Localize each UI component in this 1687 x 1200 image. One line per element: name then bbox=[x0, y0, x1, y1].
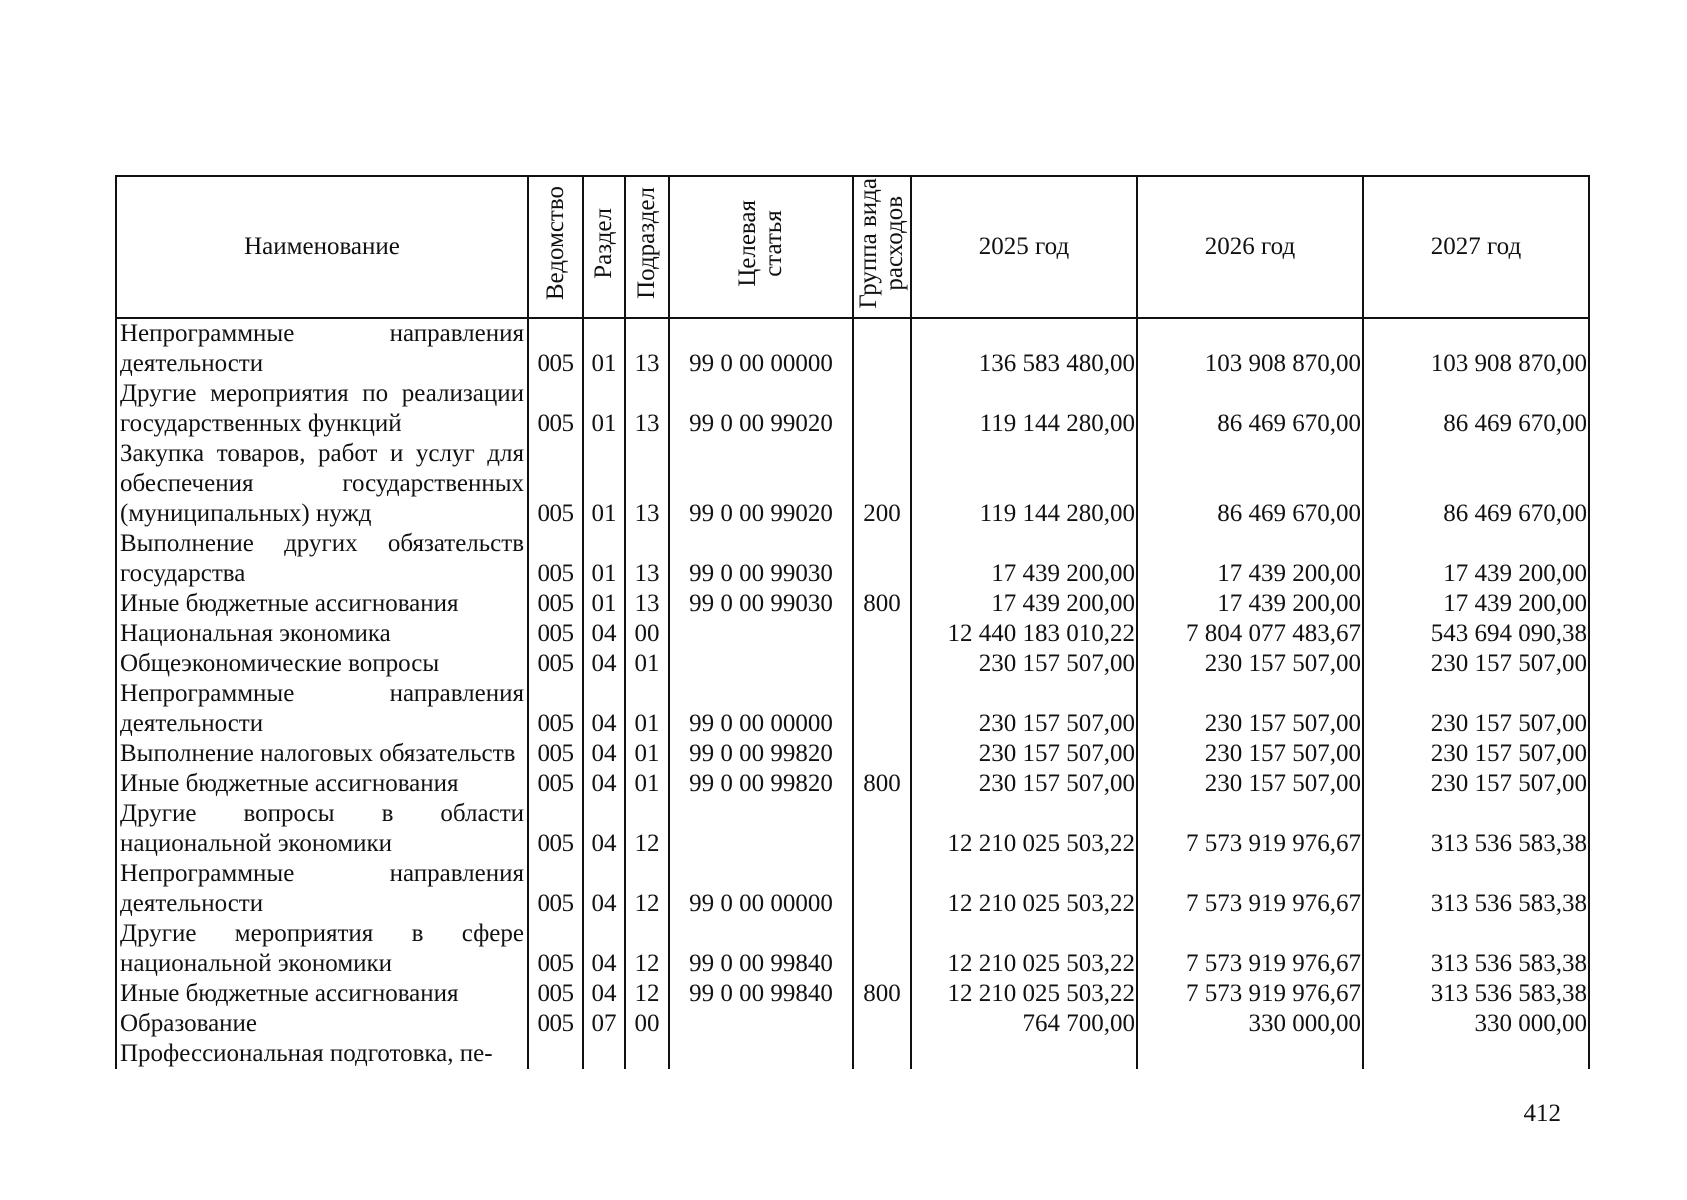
row-department: 005 bbox=[528, 769, 583, 799]
row-value-2025: 119 144 280,00 bbox=[911, 439, 1137, 529]
row-value-2026 bbox=[1137, 1039, 1363, 1069]
row-value-2026: 7 573 919 976,67 bbox=[1137, 919, 1363, 979]
row-section: 04 bbox=[583, 679, 625, 739]
row-value-2026: 86 469 670,00 bbox=[1137, 379, 1363, 439]
row-expense-group bbox=[853, 529, 911, 589]
row-subsection: 13 bbox=[625, 589, 669, 619]
row-name: Иные бюджетные ассигнования bbox=[116, 589, 528, 619]
row-name: Другие вопросы в области национальной экономики bbox=[116, 799, 528, 859]
row-subsection: 13 bbox=[625, 318, 669, 379]
row-subsection: 13 bbox=[625, 439, 669, 529]
table-row bbox=[116, 799, 1589, 859]
row-department: 005 bbox=[528, 1009, 583, 1039]
row-target-article: 99 0 00 99030 bbox=[669, 589, 853, 619]
row-name: Общеэкономические вопросы bbox=[116, 649, 528, 679]
row-section: 01 bbox=[583, 529, 625, 589]
row-expense-group bbox=[853, 859, 911, 919]
table-row bbox=[116, 589, 1589, 619]
row-name: Образование bbox=[116, 1009, 528, 1039]
row-value-2025: 12 210 025 503,22 bbox=[911, 799, 1137, 859]
row-value-2025: 12 210 025 503,22 bbox=[911, 979, 1137, 1009]
row-value-2027: 313 536 583,38 bbox=[1363, 979, 1589, 1009]
table-row bbox=[116, 649, 1589, 679]
row-value-2027: 313 536 583,38 bbox=[1363, 859, 1589, 919]
table-body bbox=[116, 318, 1589, 1069]
row-section: 04 bbox=[583, 619, 625, 649]
row-value-2025: 119 144 280,00 bbox=[911, 379, 1137, 439]
row-value-2027: 313 536 583,38 bbox=[1363, 919, 1589, 979]
row-subsection: 12 bbox=[625, 859, 669, 919]
row-expense-group bbox=[853, 919, 911, 979]
row-target-article: 99 0 00 99020 bbox=[669, 379, 853, 439]
row-name: Выполнение налоговых обязательств bbox=[116, 739, 528, 769]
row-value-2027: 230 157 507,00 bbox=[1363, 649, 1589, 679]
table-row bbox=[116, 379, 1589, 439]
row-value-2025: 764 700,00 bbox=[911, 1009, 1137, 1039]
row-value-2027: 103 908 870,00 bbox=[1363, 318, 1589, 379]
row-value-2027: 86 469 670,00 bbox=[1363, 439, 1589, 529]
row-value-2027: 17 439 200,00 bbox=[1363, 589, 1589, 619]
row-expense-group: 800 bbox=[853, 589, 911, 619]
row-value-2027: 313 536 583,38 bbox=[1363, 799, 1589, 859]
table-row bbox=[116, 1009, 1589, 1039]
row-value-2025: 230 157 507,00 bbox=[911, 649, 1137, 679]
row-subsection: 01 bbox=[625, 649, 669, 679]
row-value-2026: 7 573 919 976,67 bbox=[1137, 979, 1363, 1009]
row-target-article: 99 0 00 99820 bbox=[669, 769, 853, 799]
row-value-2025: 136 583 480,00 bbox=[911, 318, 1137, 379]
row-name: Профессиональная подготовка, пе- bbox=[116, 1039, 528, 1069]
row-name: Иные бюджетные ассигнования bbox=[116, 979, 528, 1009]
row-expense-group bbox=[853, 739, 911, 769]
row-name: Другие мероприятия в сфере национальной экономики bbox=[116, 919, 528, 979]
row-name: Непрограммные направления деятельности bbox=[116, 859, 528, 919]
row-value-2027: 543 694 090,38 bbox=[1363, 619, 1589, 649]
row-section bbox=[583, 1039, 625, 1069]
row-department: 005 bbox=[528, 799, 583, 859]
header-department bbox=[528, 176, 583, 318]
row-value-2027: 230 157 507,00 bbox=[1363, 739, 1589, 769]
row-section: 04 bbox=[583, 859, 625, 919]
row-value-2026: 7 804 077 483,67 bbox=[1137, 619, 1363, 649]
row-expense-group: 800 bbox=[853, 769, 911, 799]
row-section: 04 bbox=[583, 649, 625, 679]
row-department: 005 bbox=[528, 318, 583, 379]
row-section: 01 bbox=[583, 439, 625, 529]
row-subsection: 01 bbox=[625, 679, 669, 739]
row-department: 005 bbox=[528, 529, 583, 589]
row-expense-group bbox=[853, 619, 911, 649]
row-expense-group bbox=[853, 1039, 911, 1069]
table-row bbox=[116, 979, 1589, 1009]
row-value-2025 bbox=[911, 1039, 1137, 1069]
row-section: 01 bbox=[583, 318, 625, 379]
row-value-2026: 17 439 200,00 bbox=[1137, 589, 1363, 619]
table-header bbox=[116, 176, 1589, 318]
header-expense-group bbox=[853, 176, 911, 318]
table-row bbox=[116, 318, 1589, 379]
row-section: 07 bbox=[583, 1009, 625, 1039]
row-subsection: 01 bbox=[625, 739, 669, 769]
row-value-2027: 86 469 670,00 bbox=[1363, 379, 1589, 439]
row-department: 005 bbox=[528, 619, 583, 649]
header-year-2026-label: 2026 год bbox=[1204, 233, 1296, 260]
row-value-2026: 230 157 507,00 bbox=[1137, 649, 1363, 679]
row-value-2025: 12 210 025 503,22 bbox=[911, 859, 1137, 919]
table-row bbox=[116, 529, 1589, 589]
row-value-2026: 7 573 919 976,67 bbox=[1137, 859, 1363, 919]
row-department: 005 bbox=[528, 679, 583, 739]
header-target-article bbox=[669, 176, 853, 318]
row-section: 01 bbox=[583, 589, 625, 619]
row-section: 04 bbox=[583, 769, 625, 799]
row-value-2026: 86 469 670,00 bbox=[1137, 439, 1363, 529]
row-department: 005 bbox=[528, 739, 583, 769]
header-year-2027 bbox=[1363, 176, 1589, 318]
table-row bbox=[116, 919, 1589, 979]
row-section: 04 bbox=[583, 799, 625, 859]
row-value-2027: 230 157 507,00 bbox=[1363, 679, 1589, 739]
row-value-2025: 230 157 507,00 bbox=[911, 739, 1137, 769]
row-expense-group bbox=[853, 1009, 911, 1039]
row-department: 005 bbox=[528, 979, 583, 1009]
row-name: Иные бюджетные ассигнования bbox=[116, 769, 528, 799]
row-target-article: 99 0 00 99840 bbox=[669, 919, 853, 979]
header-year-2025 bbox=[911, 176, 1137, 318]
row-value-2025: 17 439 200,00 bbox=[911, 589, 1137, 619]
row-target-article: 99 0 00 99030 bbox=[669, 529, 853, 589]
row-name: Выполнение других обязательств государства bbox=[116, 529, 528, 589]
row-value-2025: 12 440 183 010,22 bbox=[911, 619, 1137, 649]
row-value-2026: 330 000,00 bbox=[1137, 1009, 1363, 1039]
row-expense-group bbox=[853, 679, 911, 739]
row-target-article: 99 0 00 00000 bbox=[669, 859, 853, 919]
row-subsection: 00 bbox=[625, 1009, 669, 1039]
row-name: Другие мероприятия по реализации государственных функций bbox=[116, 379, 528, 439]
row-section: 04 bbox=[583, 979, 625, 1009]
row-target-article bbox=[669, 799, 853, 859]
row-value-2027: 17 439 200,00 bbox=[1363, 529, 1589, 589]
row-value-2026: 230 157 507,00 bbox=[1137, 739, 1363, 769]
row-expense-group: 200 bbox=[853, 439, 911, 529]
header-subsection-label: Подраздел bbox=[633, 187, 660, 299]
header-expense-group-label: Группа вида расходов bbox=[855, 177, 908, 309]
row-department bbox=[528, 1039, 583, 1069]
row-target-article bbox=[669, 649, 853, 679]
header-subsection bbox=[625, 176, 669, 318]
row-value-2026: 17 439 200,00 bbox=[1137, 529, 1363, 589]
row-section: 01 bbox=[583, 379, 625, 439]
table-row bbox=[116, 679, 1589, 739]
row-department: 005 bbox=[528, 589, 583, 619]
header-year-2027-label: 2027 год bbox=[1430, 233, 1522, 260]
row-expense-group: 800 bbox=[853, 979, 911, 1009]
row-target-article bbox=[669, 619, 853, 649]
row-value-2027: 330 000,00 bbox=[1363, 1009, 1589, 1039]
row-expense-group bbox=[853, 649, 911, 679]
row-value-2026: 230 157 507,00 bbox=[1137, 679, 1363, 739]
row-subsection: 01 bbox=[625, 769, 669, 799]
header-name-label: Наименование bbox=[244, 233, 400, 260]
row-subsection: 12 bbox=[625, 919, 669, 979]
table-row bbox=[116, 859, 1589, 919]
row-value-2026: 230 157 507,00 bbox=[1137, 769, 1363, 799]
row-target-article bbox=[669, 1009, 853, 1039]
table-row bbox=[116, 769, 1589, 799]
table-row bbox=[116, 1039, 1589, 1069]
row-department: 005 bbox=[528, 649, 583, 679]
row-expense-group bbox=[853, 318, 911, 379]
row-target-article: 99 0 00 00000 bbox=[669, 318, 853, 379]
row-value-2025: 17 439 200,00 bbox=[911, 529, 1137, 589]
row-value-2025: 230 157 507,00 bbox=[911, 679, 1137, 739]
row-name: Национальная экономика bbox=[116, 619, 528, 649]
row-target-article: 99 0 00 99840 bbox=[669, 979, 853, 1009]
row-subsection: 12 bbox=[625, 799, 669, 859]
row-subsection: 00 bbox=[625, 619, 669, 649]
header-department-label: Ведомство bbox=[541, 185, 569, 301]
header-section-label: Раздел bbox=[590, 207, 617, 279]
table-row bbox=[116, 739, 1589, 769]
row-subsection: 13 bbox=[625, 379, 669, 439]
row-value-2025: 12 210 025 503,22 bbox=[911, 919, 1137, 979]
row-subsection bbox=[625, 1039, 669, 1069]
row-value-2027 bbox=[1363, 1039, 1589, 1069]
row-name: Непрограммные направления деятельности bbox=[116, 679, 528, 739]
budget-table bbox=[115, 175, 1590, 1069]
header-year-2025-label: 2025 год bbox=[978, 233, 1070, 260]
row-section: 04 bbox=[583, 919, 625, 979]
row-expense-group bbox=[853, 799, 911, 859]
row-department: 005 bbox=[528, 439, 583, 529]
row-value-2026: 7 573 919 976,67 bbox=[1137, 799, 1363, 859]
row-expense-group bbox=[853, 379, 911, 439]
row-target-article: 99 0 00 99020 bbox=[669, 439, 853, 529]
row-value-2026: 103 908 870,00 bbox=[1137, 318, 1363, 379]
table-row bbox=[116, 439, 1589, 529]
header-year-2026 bbox=[1137, 176, 1363, 318]
row-target-article bbox=[669, 1039, 853, 1069]
row-department: 005 bbox=[528, 859, 583, 919]
row-value-2027: 230 157 507,00 bbox=[1363, 769, 1589, 799]
header-section bbox=[583, 176, 625, 318]
row-target-article: 99 0 00 00000 bbox=[669, 679, 853, 739]
row-subsection: 12 bbox=[625, 979, 669, 1009]
row-value-2025: 230 157 507,00 bbox=[911, 769, 1137, 799]
page-number: 412 bbox=[1523, 1100, 1561, 1127]
row-name: Закупка товаров, работ и услуг для обеспечения государственных (муниципальных) нужд bbox=[116, 439, 528, 529]
header-name bbox=[116, 176, 528, 318]
row-subsection: 13 bbox=[625, 529, 669, 589]
row-section: 04 bbox=[583, 739, 625, 769]
row-target-article: 99 0 00 99820 bbox=[669, 739, 853, 769]
table-row bbox=[116, 619, 1589, 649]
row-name: Непрограммные направления деятельности bbox=[116, 318, 528, 379]
row-department: 005 bbox=[528, 379, 583, 439]
row-department: 005 bbox=[528, 919, 583, 979]
header-target-article-label: Целевая статья bbox=[734, 199, 787, 287]
